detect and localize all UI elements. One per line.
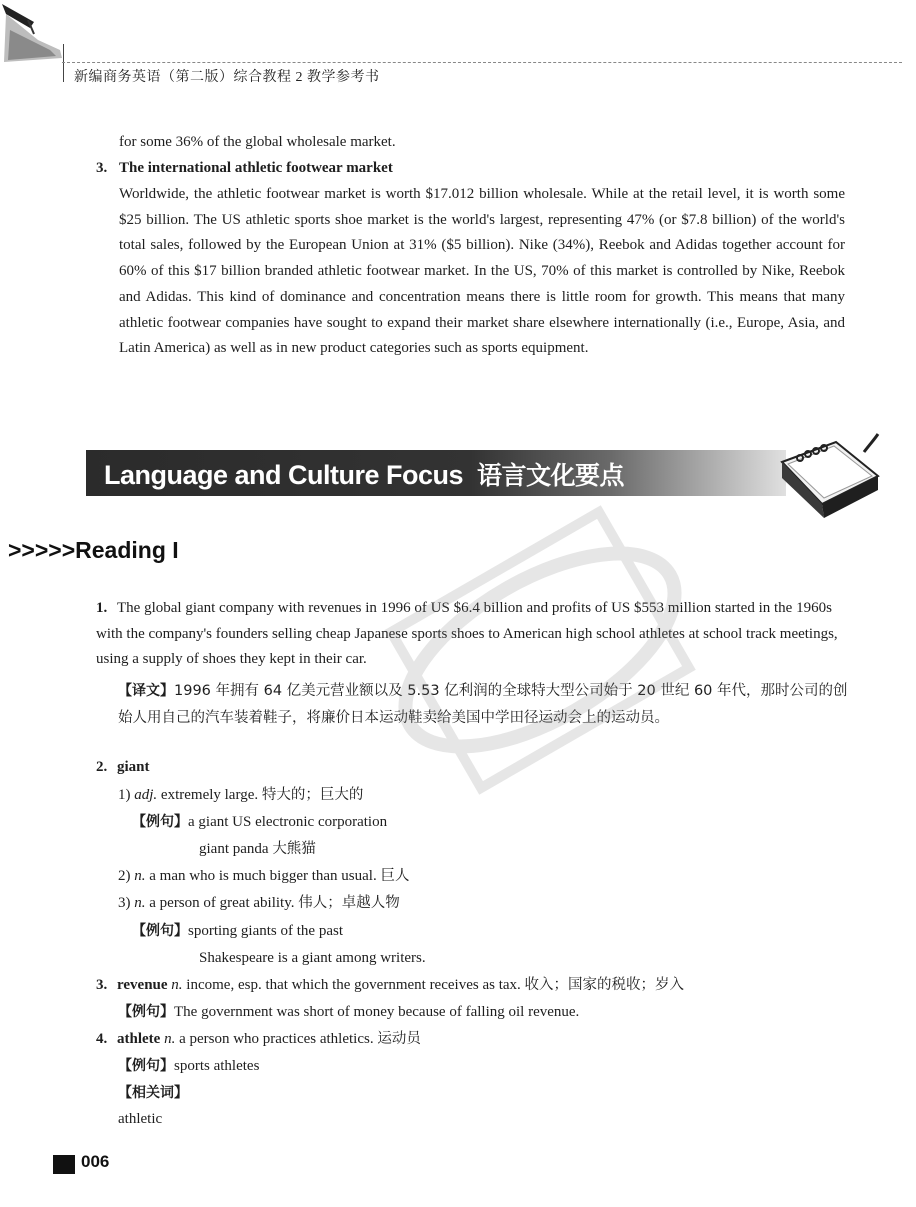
example-block-2 — [132, 919, 343, 945]
example-sentence: a giant US electronic corporation — [188, 814, 388, 830]
example-line: Shakespeare is a giant among writers. — [199, 950, 426, 966]
example-tag: 【例句】 — [132, 814, 188, 830]
entry-number: 2. — [96, 759, 108, 775]
sense-3 — [118, 891, 400, 917]
part-of-speech: n. — [134, 868, 146, 884]
definition: income, esp. that which the government receives as tax. — [186, 977, 521, 993]
watermark-seal — [360, 440, 720, 860]
entry-3 — [96, 973, 856, 999]
example-sentence: sporting giants of the past — [188, 923, 343, 939]
definition-cn: 伟人；卓越人物 — [298, 895, 400, 911]
translation-tag: 【译文】 — [118, 683, 174, 699]
headword: giant — [117, 759, 150, 775]
entry-number: 3. — [96, 977, 108, 993]
entry-1-sentence: The global giant company with revenues in 1996 of US $6.4 billion and profits of US $553 million started in the 1960s with the company's founders selling cheap Japanese sports shoes to American high school athletes at school track meetings, using a supply of shoes they kept in their car. — [96, 600, 838, 668]
part-of-speech: n. — [134, 895, 146, 911]
translation-text: 1996 年拥有 64 亿美元营业额以及 5.53 亿利润的全球特大型公司始于 20 世纪 60 年代，那时公司的创始人用自己的汽车装着鞋子，将廉价日本运动鞋卖给美国中学田径运动会上的运动员。 — [118, 683, 848, 726]
entry-2-heading — [96, 755, 150, 781]
item-3-heading — [96, 156, 856, 182]
sense-number: 2) — [118, 868, 131, 884]
definition: extremely large. — [160, 787, 259, 803]
sense-number: 3) — [118, 895, 131, 911]
part-of-speech: n. — [171, 977, 183, 993]
headword: revenue — [117, 977, 168, 993]
section-title: >>>>>Reading I — [8, 537, 179, 563]
banner-title-cn: 语言文化要点 — [477, 461, 625, 490]
example-cn: 大熊猫 — [272, 841, 316, 857]
example-block-1 — [132, 810, 387, 836]
part-of-speech: adj. — [134, 787, 158, 803]
definition: a person who practices athletics. — [179, 1031, 374, 1047]
example-line — [199, 837, 316, 863]
definition: a person of great ability. — [149, 895, 295, 911]
notebook-icon — [774, 432, 884, 524]
definition-cn: 巨人 — [380, 868, 410, 884]
part-of-speech: n. — [164, 1031, 176, 1047]
definition-cn: 运动员 — [377, 1031, 421, 1047]
related-word: athletic — [118, 1111, 163, 1127]
example-tag: 【例句】 — [118, 1004, 174, 1020]
example-tag: 【例句】 — [118, 1058, 174, 1074]
item-3-body: Worldwide, the athletic footwear market is worth $17.012 billion wholesale. While at the retail level, it is worth some $25 billion. The US athletic sports shoe market is the world's largest, representing 47% (or $7.8 billion) of the world's total sales, followed by the European Union at 31% ($5 billion). Nike (34%), Reebok and Adidas together account for 60% of this $17 billion branded athletic footwear market. In the US, 70% of this market is controlled by Nike, Reebok and Adidas. This kind of dominance and concentration means there is little room for growth. This means that many athletic footwear companies have sought to expand their market share elsewhere internationally (i.e., Europe, Asia, and Latin America) as well as in new product categories such as sports equipment. — [119, 186, 845, 357]
page-number: 006 — [81, 1152, 110, 1171]
page-number-marker — [53, 1155, 75, 1174]
entry-4 — [96, 1027, 421, 1053]
sense-2 — [118, 864, 409, 890]
headword: athlete — [117, 1031, 161, 1047]
related-tag: 【相关词】 — [118, 1085, 188, 1101]
example-sentence: The government was short of money because of falling oil revenue. — [174, 1004, 580, 1020]
example-block-3 — [118, 1000, 579, 1026]
sense-number: 1) — [118, 787, 131, 803]
related-words-tag — [118, 1081, 188, 1107]
banner-title-en: Language and Culture Focus — [104, 460, 464, 490]
definition-cn: 收入；国家的税收；岁入 — [524, 977, 685, 993]
header-vertical-rule — [63, 44, 64, 82]
definition-cn: 特大的；巨大的 — [261, 787, 364, 803]
sense-1 — [118, 783, 363, 809]
example-tag: 【例句】 — [132, 923, 188, 939]
example-sentence: giant panda — [199, 841, 269, 857]
example-block-4 — [118, 1054, 259, 1080]
definition: a man who is much bigger than usual. — [149, 868, 377, 884]
entry-number: 1. — [96, 600, 108, 616]
corner-decoration-art — [0, 0, 70, 70]
continuation-text: for some 36% of the global wholesale market. — [119, 134, 396, 150]
item-number: 3. — [96, 160, 108, 176]
item-title: The international athletic footwear market — [119, 160, 393, 176]
header-rule — [62, 62, 902, 63]
running-header: 新编商务英语（第二版）综合教程 2 教学参考书 — [74, 70, 380, 85]
entry-number: 4. — [96, 1031, 108, 1047]
example-sentence: sports athletes — [174, 1058, 260, 1074]
